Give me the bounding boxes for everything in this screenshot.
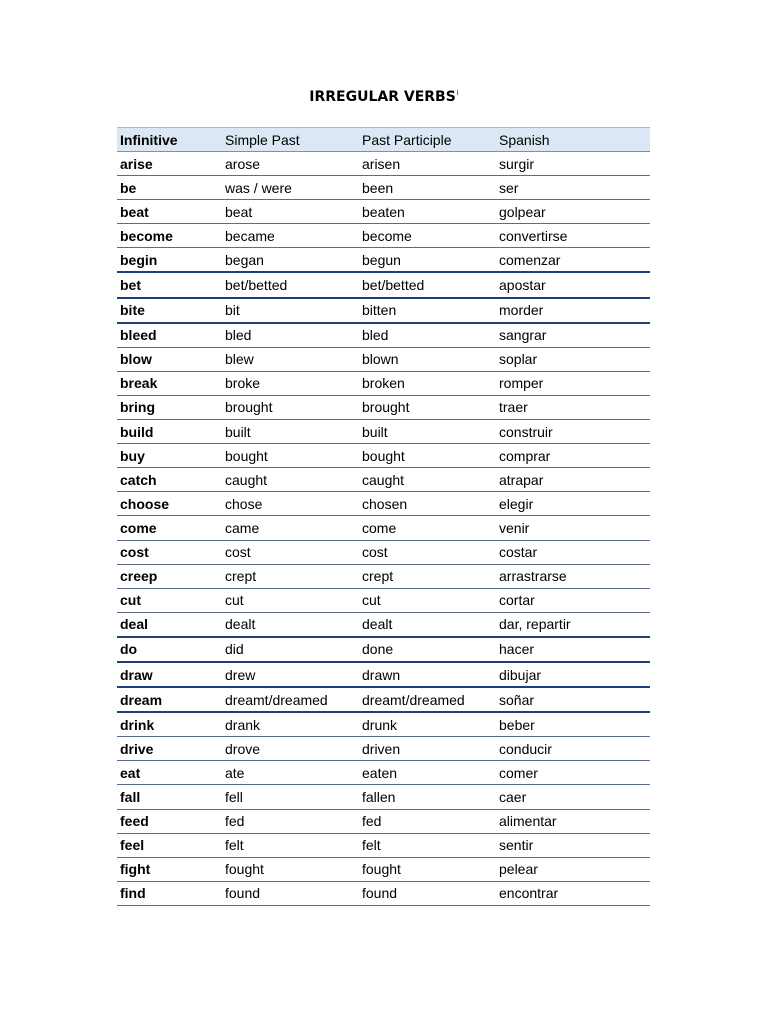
- cell-infinitive: break: [117, 371, 222, 395]
- table-row: [117, 420, 650, 444]
- cell-past-participle: bled: [359, 323, 496, 348]
- cell-infinitive: drive: [117, 737, 222, 761]
- cell-simple-past: fell: [222, 785, 359, 809]
- table-row: [117, 347, 650, 371]
- cell-past-participle: built: [359, 420, 496, 444]
- cell-infinitive: cost: [117, 540, 222, 564]
- table-row: [117, 323, 650, 348]
- cell-simple-past: began: [222, 248, 359, 273]
- cell-infinitive: catch: [117, 468, 222, 492]
- cell-simple-past: bet/betted: [222, 272, 359, 297]
- table-row: [117, 857, 650, 881]
- cell-infinitive: buy: [117, 444, 222, 468]
- cell-simple-past: cut: [222, 588, 359, 612]
- table-row: [117, 176, 650, 200]
- cell-spanish: soplar: [496, 347, 650, 371]
- table-row: [117, 785, 650, 809]
- cell-spanish: construir: [496, 420, 650, 444]
- cell-past-participle: drawn: [359, 662, 496, 687]
- table-row: [117, 712, 650, 737]
- cell-simple-past: built: [222, 420, 359, 444]
- cell-past-participle: bitten: [359, 298, 496, 323]
- table-row: [117, 492, 650, 516]
- cell-simple-past: broke: [222, 371, 359, 395]
- cell-infinitive: begin: [117, 248, 222, 273]
- cell-infinitive: arise: [117, 152, 222, 176]
- cell-infinitive: cut: [117, 588, 222, 612]
- cell-infinitive: creep: [117, 564, 222, 588]
- document-title: [0, 89, 768, 105]
- cell-past-participle: done: [359, 637, 496, 662]
- cell-spanish: hacer: [496, 637, 650, 662]
- table-row: [117, 833, 650, 857]
- cell-spanish: venir: [496, 516, 650, 540]
- cell-past-participle: bought: [359, 444, 496, 468]
- table-row: [117, 298, 650, 323]
- cell-spanish: atrapar: [496, 468, 650, 492]
- header-past-participle: Past Participle: [359, 128, 496, 152]
- table-row: [117, 272, 650, 297]
- cell-past-participle: fallen: [359, 785, 496, 809]
- cell-infinitive: deal: [117, 612, 222, 637]
- cell-past-participle: fought: [359, 857, 496, 881]
- table-row: [117, 468, 650, 492]
- table-row: [117, 809, 650, 833]
- table-row: [117, 200, 650, 224]
- cell-spanish: surgir: [496, 152, 650, 176]
- cell-spanish: golpear: [496, 200, 650, 224]
- table-row: [117, 687, 650, 712]
- cell-infinitive: choose: [117, 492, 222, 516]
- cell-infinitive: build: [117, 420, 222, 444]
- table-row: [117, 224, 650, 248]
- table-row: [117, 395, 650, 419]
- cell-spanish: soñar: [496, 687, 650, 712]
- table-row: [117, 881, 650, 905]
- table-body: [117, 152, 650, 906]
- cell-spanish: conducir: [496, 737, 650, 761]
- table-row: [117, 540, 650, 564]
- cell-past-participle: arisen: [359, 152, 496, 176]
- cell-past-participle: fed: [359, 809, 496, 833]
- cell-infinitive: fight: [117, 857, 222, 881]
- cell-past-participle: felt: [359, 833, 496, 857]
- cell-spanish: ser: [496, 176, 650, 200]
- cell-past-participle: bet/betted: [359, 272, 496, 297]
- cell-simple-past: drove: [222, 737, 359, 761]
- cell-simple-past: ate: [222, 761, 359, 785]
- table-row: [117, 588, 650, 612]
- cell-spanish: costar: [496, 540, 650, 564]
- cell-past-participle: brought: [359, 395, 496, 419]
- cell-simple-past: dealt: [222, 612, 359, 637]
- cell-simple-past: fought: [222, 857, 359, 881]
- cell-spanish: traer: [496, 395, 650, 419]
- cell-spanish: beber: [496, 712, 650, 737]
- cell-simple-past: bled: [222, 323, 359, 348]
- cell-past-participle: caught: [359, 468, 496, 492]
- cell-past-participle: blown: [359, 347, 496, 371]
- cell-spanish: sangrar: [496, 323, 650, 348]
- cell-spanish: apostar: [496, 272, 650, 297]
- cell-spanish: encontrar: [496, 881, 650, 905]
- cell-past-participle: broken: [359, 371, 496, 395]
- cell-simple-past: bit: [222, 298, 359, 323]
- cell-past-participle: crept: [359, 564, 496, 588]
- cell-past-participle: cut: [359, 588, 496, 612]
- cell-infinitive: beat: [117, 200, 222, 224]
- cell-infinitive: be: [117, 176, 222, 200]
- cell-simple-past: dreamt/dreamed: [222, 687, 359, 712]
- table-header: [117, 128, 650, 152]
- cell-infinitive: dream: [117, 687, 222, 712]
- cell-past-participle: found: [359, 881, 496, 905]
- table-row: [117, 444, 650, 468]
- cell-past-participle: come: [359, 516, 496, 540]
- cell-simple-past: bought: [222, 444, 359, 468]
- cell-simple-past: became: [222, 224, 359, 248]
- cell-spanish: alimentar: [496, 809, 650, 833]
- cell-past-participle: been: [359, 176, 496, 200]
- cell-simple-past: fed: [222, 809, 359, 833]
- cell-spanish: morder: [496, 298, 650, 323]
- cell-past-participle: dreamt/dreamed: [359, 687, 496, 712]
- cell-simple-past: beat: [222, 200, 359, 224]
- cell-spanish: dar, repartir: [496, 612, 650, 637]
- table-row: [117, 248, 650, 273]
- cell-spanish: cortar: [496, 588, 650, 612]
- cell-infinitive: drink: [117, 712, 222, 737]
- cell-infinitive: bite: [117, 298, 222, 323]
- cell-simple-past: drank: [222, 712, 359, 737]
- table-row: [117, 637, 650, 662]
- cell-infinitive: find: [117, 881, 222, 905]
- cell-infinitive: eat: [117, 761, 222, 785]
- cell-infinitive: bleed: [117, 323, 222, 348]
- cell-past-participle: driven: [359, 737, 496, 761]
- cell-past-participle: eaten: [359, 761, 496, 785]
- table-row: [117, 371, 650, 395]
- document-title-text: IRREGULAR VERBS: [309, 89, 456, 105]
- title-footnote-mark: i: [456, 89, 459, 98]
- header-row: [117, 128, 650, 152]
- cell-infinitive: draw: [117, 662, 222, 687]
- cell-spanish: comer: [496, 761, 650, 785]
- cell-spanish: sentir: [496, 833, 650, 857]
- cell-spanish: elegir: [496, 492, 650, 516]
- cell-infinitive: become: [117, 224, 222, 248]
- table-row: [117, 761, 650, 785]
- cell-past-participle: become: [359, 224, 496, 248]
- cell-spanish: romper: [496, 371, 650, 395]
- cell-simple-past: brought: [222, 395, 359, 419]
- cell-simple-past: arose: [222, 152, 359, 176]
- cell-spanish: caer: [496, 785, 650, 809]
- table-row: [117, 152, 650, 176]
- cell-simple-past: felt: [222, 833, 359, 857]
- cell-past-participle: dealt: [359, 612, 496, 637]
- cell-spanish: dibujar: [496, 662, 650, 687]
- cell-infinitive: come: [117, 516, 222, 540]
- cell-past-participle: begun: [359, 248, 496, 273]
- table-row: [117, 564, 650, 588]
- cell-infinitive: feed: [117, 809, 222, 833]
- cell-past-participle: beaten: [359, 200, 496, 224]
- cell-infinitive: do: [117, 637, 222, 662]
- table-row: [117, 612, 650, 637]
- cell-spanish: pelear: [496, 857, 650, 881]
- cell-simple-past: crept: [222, 564, 359, 588]
- cell-infinitive: fall: [117, 785, 222, 809]
- cell-infinitive: feel: [117, 833, 222, 857]
- cell-spanish: comprar: [496, 444, 650, 468]
- irregular-verbs-table: [117, 127, 650, 906]
- header-simple-past: Simple Past: [222, 128, 359, 152]
- header-spanish: Spanish: [496, 128, 650, 152]
- cell-simple-past: chose: [222, 492, 359, 516]
- cell-simple-past: was / were: [222, 176, 359, 200]
- cell-spanish: convertirse: [496, 224, 650, 248]
- table-row: [117, 737, 650, 761]
- cell-simple-past: did: [222, 637, 359, 662]
- header-infinitive: Infinitive: [117, 128, 222, 152]
- cell-infinitive: blow: [117, 347, 222, 371]
- cell-spanish: arrastrarse: [496, 564, 650, 588]
- cell-past-participle: drunk: [359, 712, 496, 737]
- cell-simple-past: blew: [222, 347, 359, 371]
- cell-spanish: comenzar: [496, 248, 650, 273]
- cell-simple-past: cost: [222, 540, 359, 564]
- cell-simple-past: found: [222, 881, 359, 905]
- table-row: [117, 662, 650, 687]
- cell-infinitive: bring: [117, 395, 222, 419]
- cell-past-participle: cost: [359, 540, 496, 564]
- cell-simple-past: came: [222, 516, 359, 540]
- cell-simple-past: drew: [222, 662, 359, 687]
- cell-infinitive: bet: [117, 272, 222, 297]
- cell-simple-past: caught: [222, 468, 359, 492]
- cell-past-participle: chosen: [359, 492, 496, 516]
- table-row: [117, 516, 650, 540]
